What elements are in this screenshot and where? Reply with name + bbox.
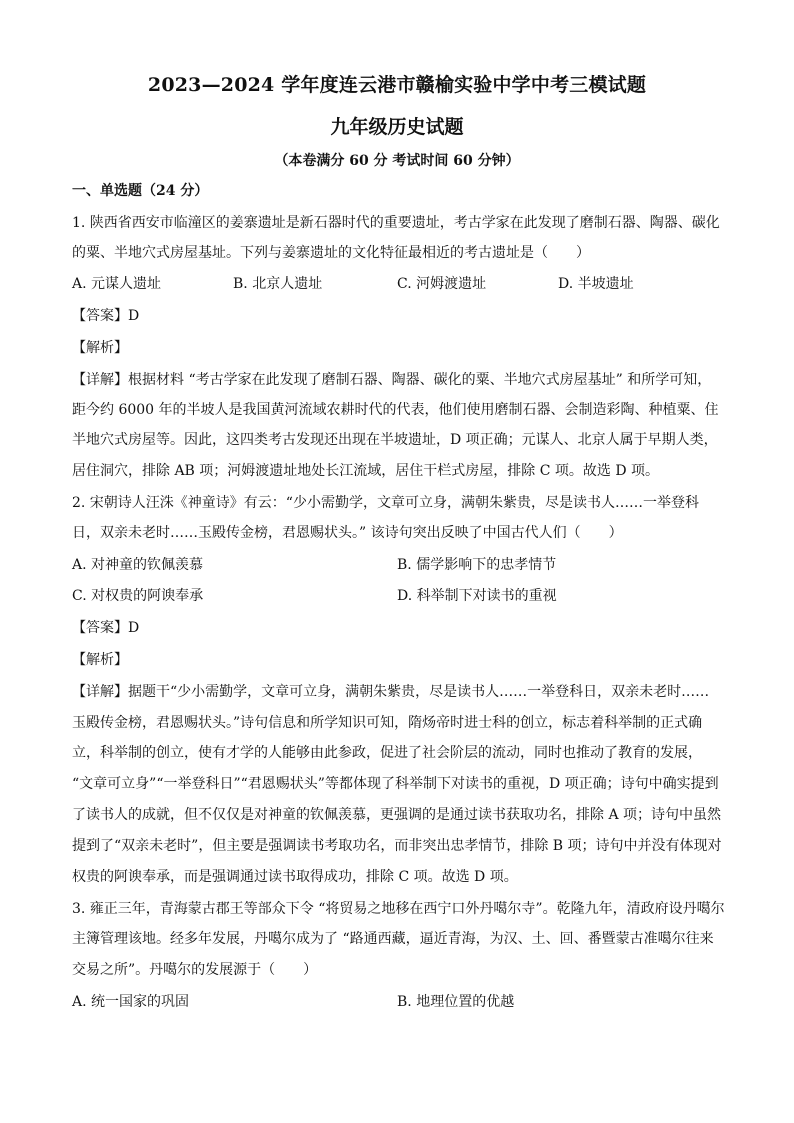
- q1-analysis-label: 【解析】: [72, 340, 128, 356]
- q2-analysis-label: 【解析】: [72, 652, 128, 668]
- q2-answer: 【答案】D: [72, 620, 140, 636]
- q2-option-d: D. 科举制下对读书的重视: [397, 588, 557, 604]
- q2-option-b: B. 儒学影响下的忠孝情节: [397, 557, 557, 573]
- q2-detail-line-2: 玉殿传金榜，君恩赐状头。”诗句信息和所学知识可知，隋炀帝时进士科的创立，标志着科举制的正式确: [72, 715, 703, 731]
- q1-option-b: B. 北京人遗址: [233, 276, 323, 292]
- q2-option-a: A. 对神童的钦佩羡慕: [72, 557, 204, 573]
- q3-option-a: A. 统一国家的巩固: [72, 994, 190, 1010]
- exam-title: 2023—2024 学年度连云港市赣榆实验中学中考三模试题: [147, 74, 647, 96]
- q3-stem-line-3: 交易之所”。丹噶尔的发展源于（ ）: [72, 962, 318, 978]
- q2-detail-line-3: 立，科举制的创立，使有才学的人能够由此参政，促进了社会阶层的流动，同时也推动了教育的发展，: [72, 745, 702, 761]
- q2-detail-line-1: 【详解】据题干“少小需勤学，文章可立身，满朝朱紫贵，尽是读书人……一举登科日，双亲未老时……: [72, 684, 710, 700]
- q1-option-a: A. 元谋人遗址: [72, 276, 162, 292]
- q3-stem-line-2: 主簿管理该地。经多年发展，丹噶尔成为了 “路通西藏，逼近青海，为汉、土、回、番暨蒙古准噶尔往来: [72, 931, 714, 947]
- q2-stem-line-1: 2. 宋朝诗人汪洙《神童诗》有云：“少小需勤学，文章可立身，满朝朱紫贵，尽是读书人……一举登科: [72, 495, 699, 511]
- q2-detail-line-5: 了读书人的成就，但不仅仅是对神童的钦佩羡慕，更强调的是通过读书获取功名，排除 A 项；诗句中虽然: [72, 807, 722, 823]
- q1-option-d: D. 半坡遗址: [558, 276, 634, 292]
- q2-detail-line-6: 提到了“双亲未老时”，但主要是强调读书考取功名，而非突出忠孝情节，排除 B 项；诗句中并没有体现对: [72, 838, 722, 854]
- q1-detail-line-2: 距今约 6000 年的半坡人是我国黄河流域农耕时代的代表，他们使用磨制石器、会制造彩陶、种植粟、住: [72, 402, 719, 418]
- q1-option-c: C. 河姆渡遗址: [397, 276, 487, 292]
- q1-detail-line-1: 【详解】根据材料 “考古学家在此发现了磨制石器、陶器、碳化的粟、半地穴式房屋基址” 和所学可知，: [72, 372, 712, 388]
- q1-detail-line-4: 居住洞穴，排除 AB 项；河姆渡遗址地处长江流域，居住干栏式房屋，排除 C 项。故选 D 项。: [72, 463, 660, 479]
- q2-detail-line-4: “文章可立身”“一举登科日”“君恩赐状头”等都体现了科举制下对读书的重视，D 项正确；诗句中确实提到: [72, 776, 719, 792]
- exam-subtitle: 九年级历史试题: [330, 116, 464, 138]
- section-heading: 一、单选题（24 分）: [72, 183, 209, 199]
- q2-stem-line-2: 日，双亲未老时……玉殿传金榜，君恩赐状头。” 该诗句突出反映了中国古代人们（ ）: [72, 525, 623, 541]
- exam-note: （本卷满分 60 分 考试时间 60 分钟）: [274, 153, 520, 169]
- q3-stem-line-1: 3. 雍正三年，青海蒙古郡王等部众下令 “将贸易之地移在西宁口外丹噶尔寺”。乾隆九年，清政府设丹噶尔: [72, 901, 725, 917]
- q1-stem-line-2: 的粟、半地穴式房屋基址。下列与姜寨遗址的文化特征最相近的考古遗址是（ ）: [72, 245, 590, 261]
- q3-option-b: B. 地理位置的优越: [397, 994, 515, 1010]
- q1-detail-line-3: 半地穴式房屋等。因此，这四类考古发现还出现在半坡遗址，D 项正确；元谋人、北京人属于早期人类，: [72, 432, 718, 448]
- q2-detail-line-7: 权贵的阿谀奉承，而是强调通过读书取得成功，排除 C 项。故选 D 项。: [72, 869, 518, 885]
- q1-stem-line-1: 1. 陕西省西安市临潼区的姜寨遗址是新石器时代的重要遗址，考古学家在此发现了磨制石器、陶器、碳化: [72, 215, 720, 231]
- q1-answer: 【答案】D: [72, 308, 140, 324]
- q2-option-c: C. 对权贵的阿谀奉承: [72, 588, 204, 604]
